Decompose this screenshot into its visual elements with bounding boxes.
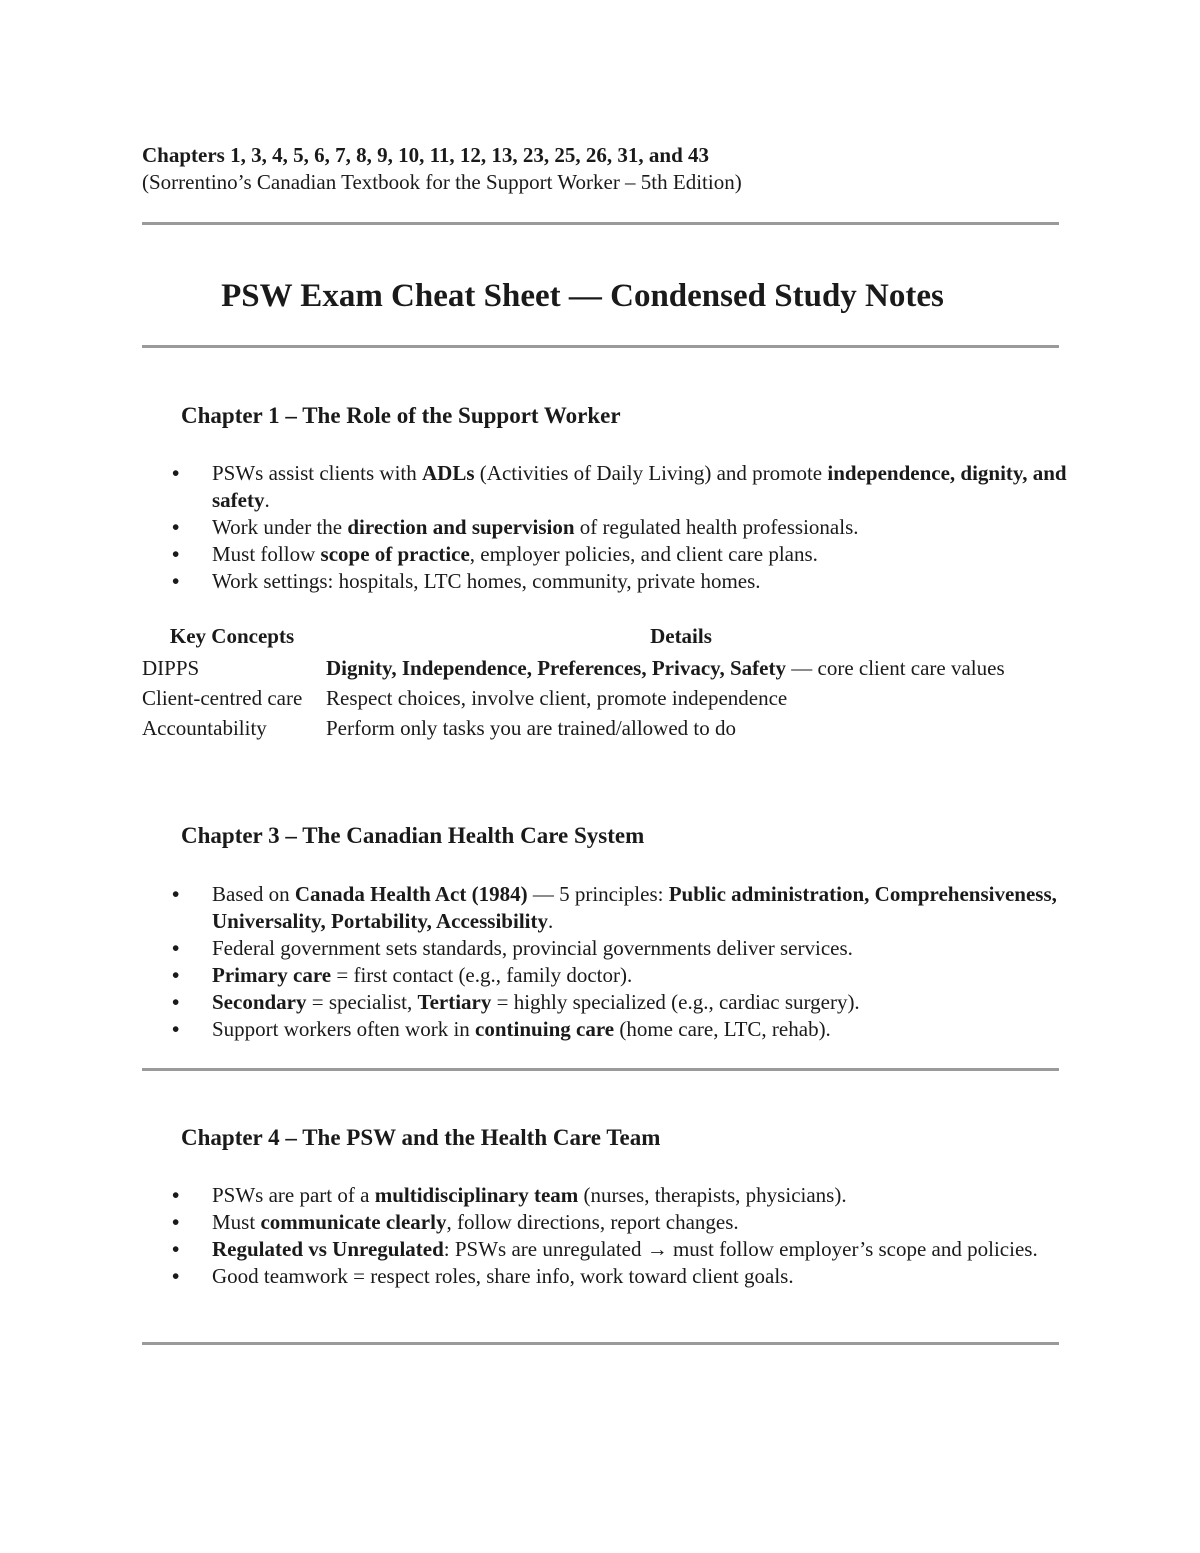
concept-cell: DIPPS [142,656,200,680]
column-header-details: Details [650,624,712,648]
page-title: PSW Exam Cheat Sheet — Condensed Study Notes [221,278,944,314]
list-item: • Must follow scope of practice, employer policies, and client care plans. [172,541,1072,568]
chapter-4-bullets [172,1182,1072,1290]
list-item: • Good teamwork = respect roles, share info, work toward client goals. [172,1263,1072,1290]
chapter-3-heading: Chapter 3 – The Canadian Health Care System [181,823,645,848]
chapter-4-heading: Chapter 4 – The PSW and the Health Care Team [181,1125,661,1150]
chapter-1-heading: Chapter 1 – The Role of the Support Worker [181,403,621,428]
divider [142,1342,1059,1345]
concept-cell: Client-centred care [142,686,303,710]
list-item: • Primary care = first contact (e.g., family doctor). [172,962,1072,989]
detail-cell: Perform only tasks you are trained/allowed to do [326,716,736,740]
divider [142,1068,1059,1071]
detail-cell: Respect choices, involve client, promote independence [326,686,788,710]
list-item: • Federal government sets standards, provincial governments deliver services. [172,935,1072,962]
table-row [140,713,1038,743]
list-item: • Work settings: hospitals, LTC homes, community, private homes. [172,568,1072,595]
column-header-key-concepts: Key Concepts [169,624,295,648]
list-item: • PSWs are part of a multidisciplinary team (nurses, therapists, physicians). [172,1182,1072,1209]
textbook-reference: (Sorrentino’s Canadian Textbook for the Support Worker – 5th Edition) [142,170,742,194]
divider [142,345,1059,348]
list-item: • Work under the direction and supervision of regulated health professionals. [172,514,1072,541]
concept-cell: Accountability [142,716,267,740]
table-row [140,653,1038,683]
key-concepts-table [140,621,1038,743]
list-item: • PSWs assist clients with ADLs (Activities of Daily Living) and promote independence, dignity, and safety. [172,460,1072,514]
divider [142,222,1059,225]
chapters-list: Chapters 1, 3, 4, 5, 6, 7, 8, 9, 10, 11, 12, 13, 23, 25, 26, 31, and 43 [142,143,710,167]
list-item: • Based on Canada Health Act (1984) — 5 principles: Public administration, Comprehensiveness, Universality, Portability, Accessibility. [172,881,1072,935]
list-item: • Secondary = specialist, Tertiary = highly specialized (e.g., cardiac surgery). [172,989,1072,1016]
list-item: • Support workers often work in continuing care (home care, LTC, rehab). [172,1016,1072,1043]
chapter-3-bullets [172,881,1072,1043]
table-header-row [140,621,1038,653]
table-row [140,683,1038,713]
detail-cell: Dignity, Independence, Preferences, Privacy, Safety — core client care values [326,656,1005,680]
list-item: • Must communicate clearly, follow directions, report changes. [172,1209,1072,1236]
chapter-1-bullets [172,460,1072,595]
list-item: • Regulated vs Unregulated: PSWs are unregulated → must follow employer’s scope and policies. [172,1236,1072,1263]
